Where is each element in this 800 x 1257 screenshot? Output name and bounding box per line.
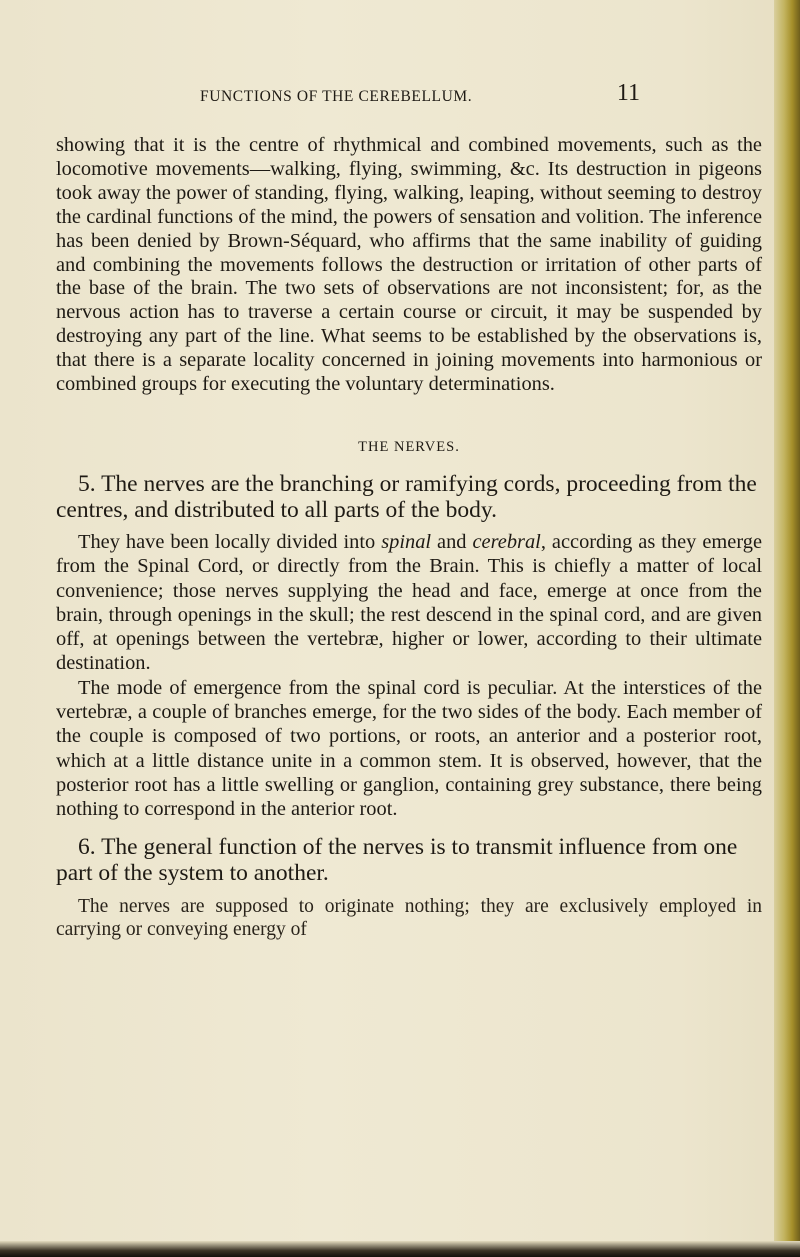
page-number: 11 [616,80,640,106]
term-cerebral: cerebral [472,530,541,553]
page-edge-bottom [0,1241,800,1257]
term-spinal: spinal [381,530,432,553]
running-header [200,80,640,106]
proposition-5: 5. The nerves are the branching or ramifying cords, proceeding from the centres, and distributed to all parts of the body. [56,470,757,524]
para-1-text-b: and [431,530,473,553]
paragraph-nerves-function: The nerves are supposed to originate nothing; they are exclusively employed in carrying or conveying energy of [56,895,762,940]
page-content [56,134,762,941]
page-edge-right [774,0,800,1257]
opening-paragraph: showing that it is the centre of rhythmical and combined movements, such as the locomotive movements—walking, flying, swimming, &c. Its destruction in pigeons took away the power of standing, flying, walking, leaping, without seeming to destroy the cardinal functions of the mind, the powers of sensation and volition. The inference has been denied by Brown-Séquard, who affirms that the same inability of guiding and combining the movements follows the destruction or irritation of other parts of the base of the brain. The two sets of observations are not inconsistent; for, as the nervous action has to traverse a certain course or circuit, it may be suspended by destroying any part of the line. What seems to be established by the observations is, that there is a separate locality concerned in joining movements into harmonious or combined groups for executing the voluntary determinations. [56,134,762,396]
para-1-text-c: , according as they emerge from the Spinal Cord, or directly from the Brain. This is chiefly a matter of local convenience; those nerves supplying the head and face, emerge at once from the brain, through openings in the skull; the rest descend in the spinal cord, and are given off, at openings between the vertebræ, higher or lower, according to their ultimate destination. [56,530,762,675]
para-1-text-a: They have been locally divided into [78,530,382,553]
paragraph-spinal-cerebral [56,530,762,676]
running-title: FUNCTIONS OF THE CEREBELLUM. [200,88,473,105]
section-heading: THE NERVES. [358,438,460,455]
paragraph-emergence: The mode of emergence from the spinal cord is peculiar. At the interstices of the vertebræ, a couple of branches emerge, for the two sides of the body. Each member of the couple is composed of two portions, or roots, an anterior and a posterior root, which at a little distance unite in a common stem. It is observed, however, that the posterior root has a little swelling or ganglion, containing grey substance, there being nothing to correspond in the anterior root. [56,676,762,821]
proposition-6: 6. The general function of the nerves is to transmit influence from one part of the system to another. [56,833,738,887]
